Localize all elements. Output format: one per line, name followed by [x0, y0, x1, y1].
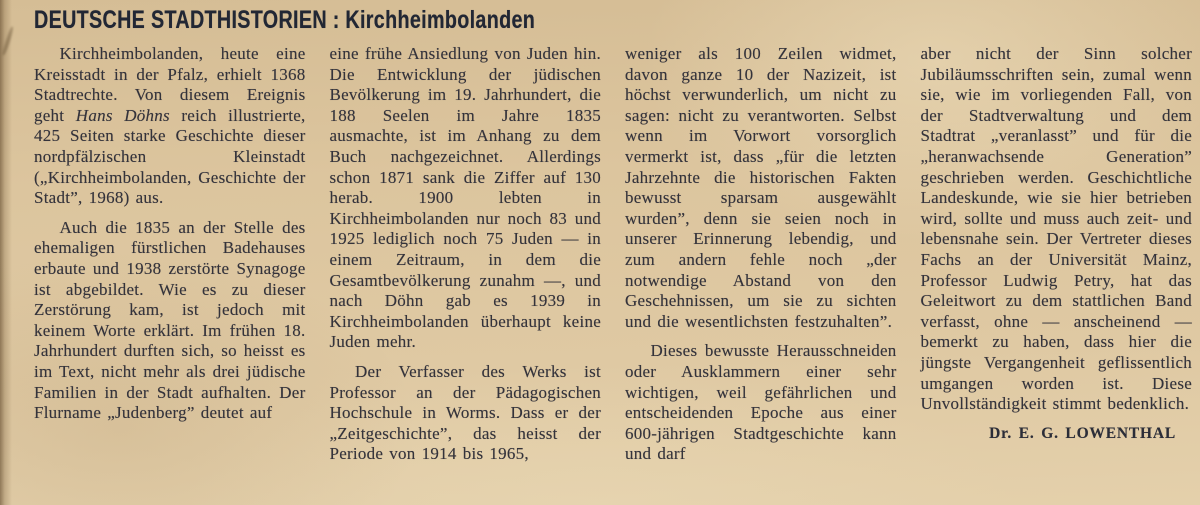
paragraph-herausschneiden: Dieses bewusste Herausschneiden oder Ausklammern einer sehr wichtigen, weil gefährlichen und entscheidenden Epoche aus einer 600-jährigen Stadtgeschichte kann und darf: [625, 341, 897, 464]
column-1: [34, 44, 306, 465]
paragraph-text: reich illustrierte, 425 Seiten starke Geschichte dieser nordpfälzischen Kleinstadt („Kirchheimbolanden, Geschichte der Stadt”, 1968) aus.: [34, 105, 306, 208]
article-headline: DEUTSCHE STADTHISTORIEN : Kirchheimbolanden: [34, 6, 536, 34]
paragraph-text: Kirchheimbolanden, heute eine Kreisstadt in der Pfalz, erhielt 1368 Stadtrechte. Von diesem Ereignis geht: [34, 44, 306, 125]
paragraph-verfasser: Der Verfasser des Werks ist Professor an der Pädagogischen Hochschule in Worms. Dass er der „Zeitgeschichte”, das heisst der Periode von 1914 bis 1965,: [329, 361, 601, 464]
paragraph-conclusion-continuation: aber nicht der Sinn solcher Jubiläumsschriften sein, zumal wenn sie, wie im vorliegenden Fall, von der Stadtverwaltung und dem Stadtrat „veranlasst” und für die „heranwachsende Generation” geschrieben werden. Geschichtliche Landeskunde, wie sie hier betrieben wird, sollte und muss auch zeit- und lebensnahe sein. Der Vertreter dieses Fachs an der Universität Mainz, Professor Ludwig Petry, hat das Geleitwort zu dem stattlichen Band verfasst, ohne — anscheinend — bemerkt zu haben, dass hier die jüngste Vergangenheit geflissentlich umgangen worden ist. Diese Unvollständigkeit stimmt bedenklich.: [920, 44, 1192, 414]
paragraph-population-continuation: eine frühe Ansiedlung von Juden hin. Die Entwicklung der jüdischen Bevölkerung im 19. Jahrhundert, die 188 Seelen im Jahre 1835 ausmachte, ist im Anhang zu dem Buch nachgezeichnet. Allerdings schon 1871 sank die Ziffer auf 130 herab. 1900 lebten in Kirchheimbolanden nur noch 83 und 1925 lediglich noch 75 Juden — in einem Zeitraum, in dem die Gesamtbevölkerung zunahm —, und nach Döhn gab es 1939 in Kirchheimbolanden überhaupt keine Juden mehr.: [329, 44, 601, 352]
column-4: [921, 44, 1193, 465]
paragraph-intro: [34, 44, 306, 209]
column-3: [625, 44, 897, 465]
paragraph-synagogue: Auch die 1835 an der Stelle des ehemaligen fürstlichen Badehauses erbaute und 1938 zerstörte Synagoge ist abgebildet. Wie es zu dieser Zerstörung kam, ist jedoch mit keinem Worte erklärt. Im frühen 18. Jahrhundert durften sich, so heisst es im Text, nicht mehr als drei jüdische Familien in der Stadt aufhalten. Der Flurname „Judenberg” deutet auf: [34, 217, 306, 423]
author-name-italic: Hans Döhns: [75, 105, 170, 125]
article-columns: [34, 44, 1192, 465]
paragraph-criticism-continuation: weniger als 100 Zeilen widmet, davon ganze 10 der Nazizeit, ist höchst verwunderlich, um nicht zu sagen: nicht zu verantworten. Selbst wenn im Vorwort vorsorglich vermerkt ist, dass „für die letzten Jahrzehnte die historischen Fakten bewusst sparsam ausgewählt wurden”, denn sie seien noch in unserer Erinnerung lebendig, und zum andern fehle noch „der notwendige Abstand von den Geschehnissen, um sie zu sichten und die wesentlichsten festzuhalten”.: [625, 44, 897, 331]
column-2: [330, 44, 602, 465]
author-signature: Dr. E. G. LOWENTHAL: [989, 424, 1176, 442]
